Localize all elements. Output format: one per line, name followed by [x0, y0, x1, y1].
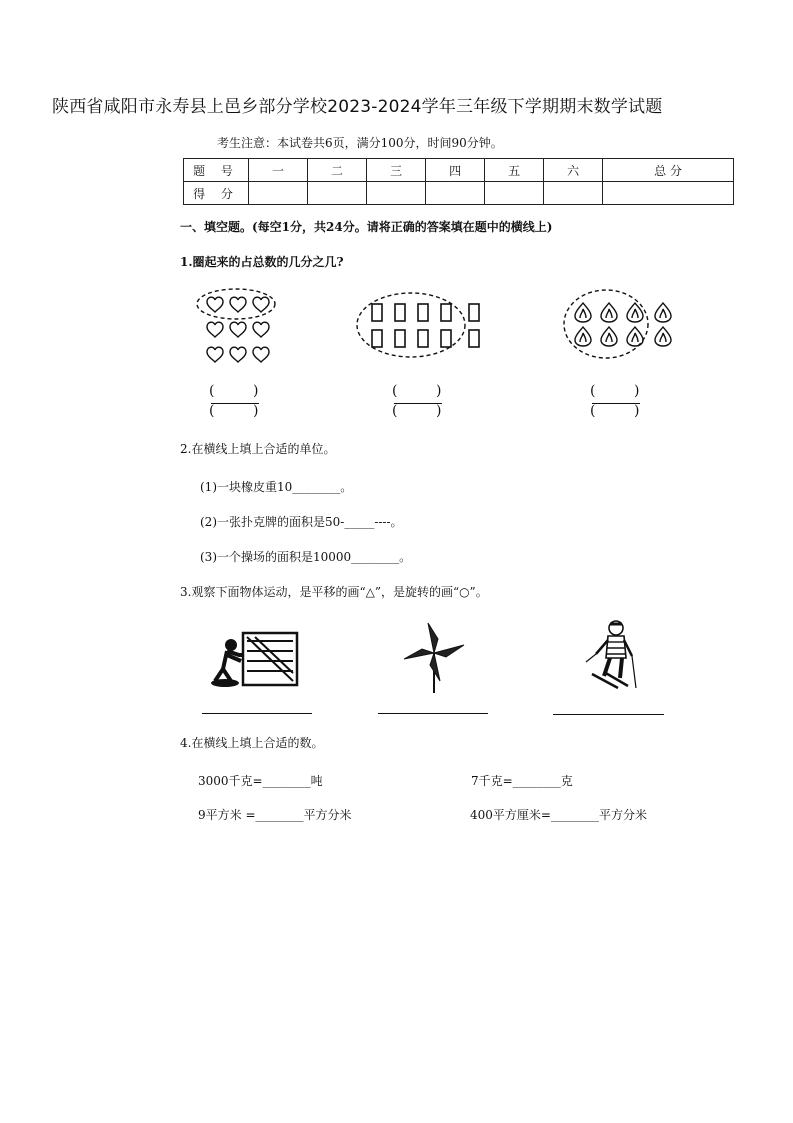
fraction-answer-1[interactable]: ( ) ( ) — [209, 383, 259, 419]
answer-line[interactable] — [553, 714, 664, 715]
hearts-figure — [195, 287, 285, 367]
question-2-item[interactable]: (3)一个操场的面积是10000________。 — [200, 550, 412, 564]
question-4-item[interactable]: 7千克=________克 — [471, 774, 573, 788]
selection-ellipse — [564, 290, 648, 358]
score-table-score-row — [184, 182, 734, 205]
flame-icon — [575, 303, 671, 346]
score-header-cell: 三 — [367, 159, 426, 182]
score-cell[interactable] — [426, 182, 485, 205]
score-table — [183, 158, 734, 205]
question-2-item[interactable]: (2)一张扑克牌的面积是50-_____----。 — [200, 515, 403, 529]
rectangles-figure — [353, 290, 493, 360]
selection-ellipse — [197, 289, 275, 319]
score-header-cell: 一 — [249, 159, 308, 182]
question-3: 3.观察下面物体运动，是平移的画“△”，是旋转的画“○”。 — [180, 585, 488, 599]
question-2: 2.在横线上填上合适的单位。 — [180, 442, 336, 456]
pinwheel-icon — [400, 615, 470, 695]
skier-icon — [582, 618, 642, 693]
score-cell[interactable] — [249, 182, 308, 205]
rectangle-icon — [372, 304, 479, 347]
score-header-cell: 二 — [308, 159, 367, 182]
section-heading: 一、填空题。(每空1分，共24分。请将正确的答案填在题中的横线上) — [180, 220, 553, 234]
exam-note: 考生注意：本试卷共6页，满分100分，时间90分钟。 — [217, 136, 503, 150]
score-cell[interactable] — [367, 182, 426, 205]
question-4: 4.在横线上填上合适的数。 — [180, 736, 324, 750]
page-title: 陕西省咸阳市永寿县上邑乡部分学校2023-2024学年三年级下学期期末数学试题 — [52, 97, 663, 117]
question-4-item[interactable]: 400平方厘米=________平方分米 — [470, 808, 647, 822]
question-4-item[interactable]: 3000千克=________吨 — [198, 774, 323, 788]
score-header-cell: 四 — [426, 159, 485, 182]
score-cell[interactable] — [485, 182, 544, 205]
person-pushing-box-icon — [205, 625, 305, 695]
heart-icon — [207, 297, 269, 362]
score-cell[interactable] — [603, 182, 734, 205]
score-header-cell: 题 号 — [184, 159, 249, 182]
score-cell[interactable] — [308, 182, 367, 205]
score-header-cell: 总 分 — [603, 159, 734, 182]
question-2-item[interactable]: (1)一块橡皮重10________。 — [200, 480, 353, 494]
score-cell[interactable] — [544, 182, 603, 205]
flames-figure — [560, 288, 680, 368]
fraction-answer-3[interactable]: ( ) ( ) — [590, 383, 640, 419]
score-row-label: 得 分 — [184, 182, 249, 205]
score-table-header-row — [184, 159, 734, 182]
score-header-cell: 五 — [485, 159, 544, 182]
question-4-item[interactable]: 9平方米 =________平方分米 — [198, 808, 352, 822]
question-1: 1.圈起来的占总数的几分之几? — [180, 255, 344, 269]
score-header-cell: 六 — [544, 159, 603, 182]
answer-line[interactable] — [378, 713, 488, 714]
answer-line[interactable] — [202, 713, 312, 714]
fraction-answer-2[interactable]: ( ) ( ) — [392, 383, 442, 419]
